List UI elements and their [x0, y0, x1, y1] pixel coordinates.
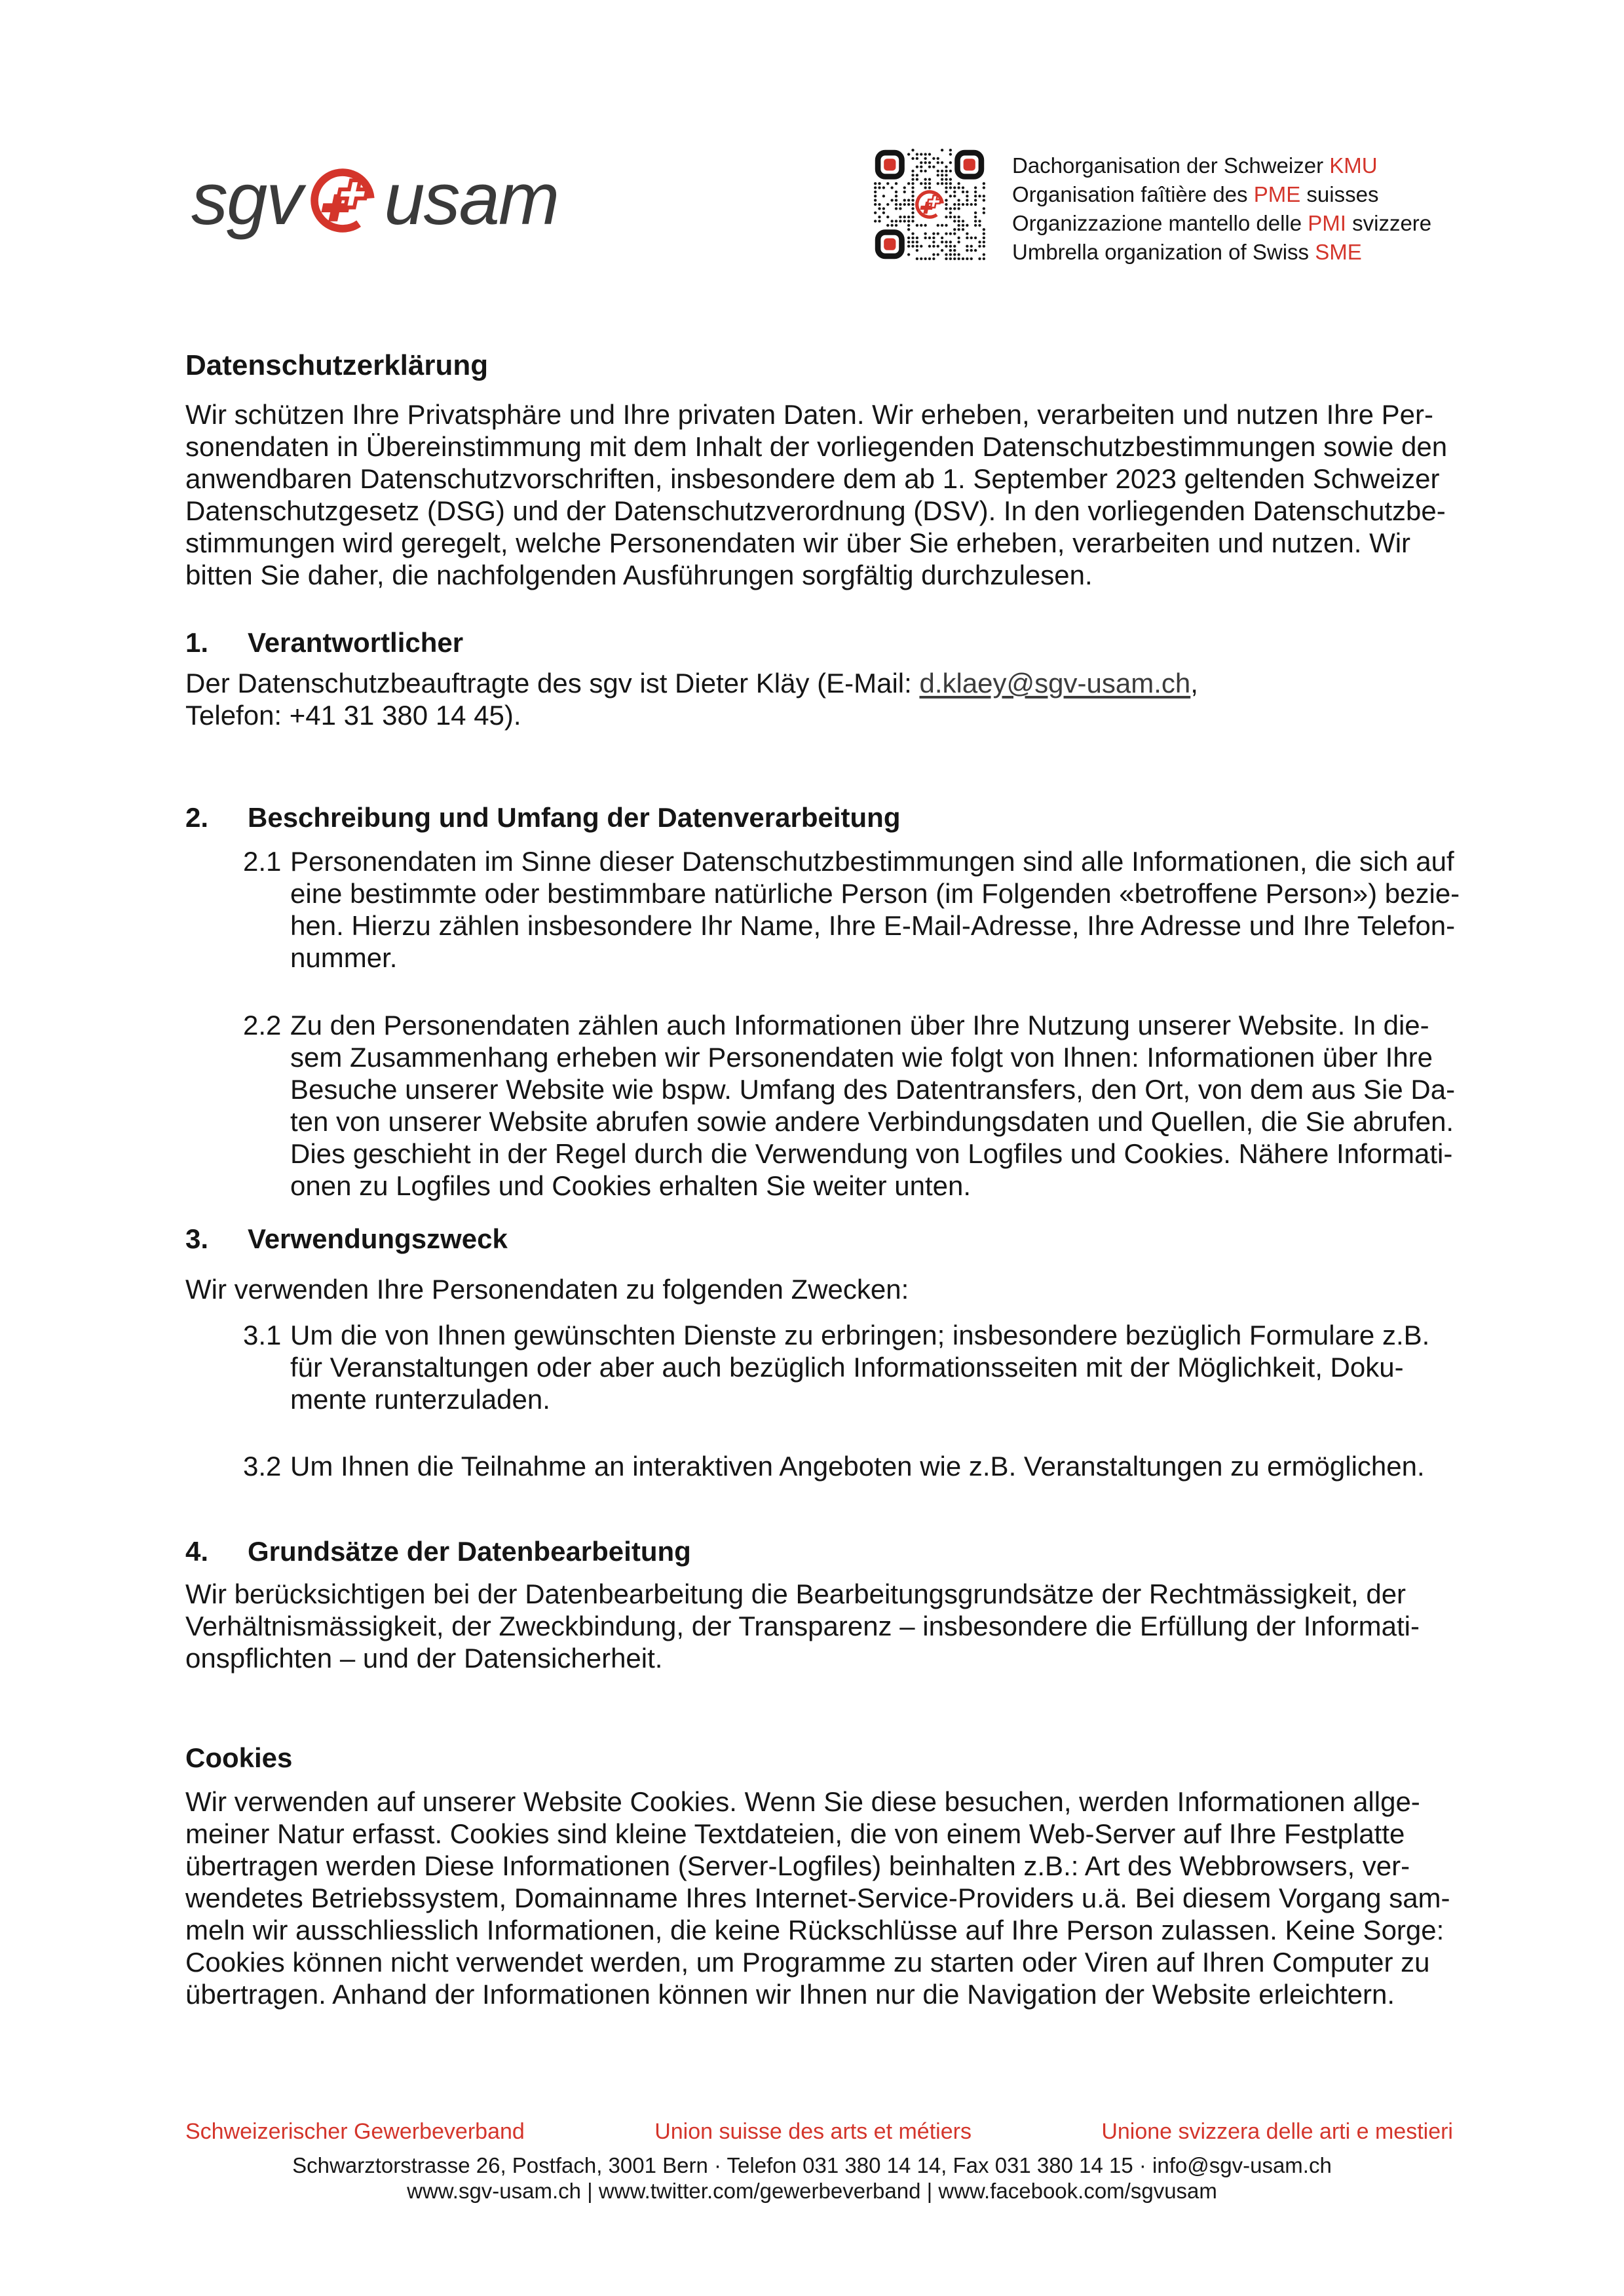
section-2-2-item: [185, 1009, 1469, 1202]
item-3-2-text: Um Ihnen die Teilnahme an interaktiven Angeboten wie z.B. Veranstaltungen zu ermöglichen.: [290, 1451, 1425, 1482]
section-1-heading: [185, 626, 1469, 659]
sgv-usam-logo: [191, 158, 559, 240]
item-3-2-number: 3.2: [243, 1451, 282, 1482]
footer-org-names: [185, 2118, 1453, 2145]
section-1-heading-text: Verantwortlicher: [248, 627, 464, 658]
section-4-heading-text: Grundsätze der Datenbearbeitung: [248, 1536, 691, 1567]
item-2-1-text: Personendaten im Sinne dieser Datenschutzbestimmungen sind alle Informationen, die sich auf eine bestimmte oder bestimmbare natürliche Person (im Folgenden «betroffene Person») bezie- hen. Hierzu zählen insbesondere Ihr Name, Ihre E-Mail-Adresse, Ihre Adresse und Ihre Telefon- nummer.: [290, 846, 1460, 973]
cookies-heading: Cookies: [185, 1742, 293, 1773]
section-3-heading: [185, 1223, 1469, 1255]
section-3-heading-text: Verwendungszweck: [248, 1223, 508, 1254]
section-2-1-item: [185, 845, 1469, 974]
section-2-heading-text: Beschreibung und Umfang der Datenverarbeitung: [248, 802, 901, 833]
section-1-body: Der Datenschutzbeauftragte des sgv ist Dieter Kläy (E-Mail: d.klaey@sgv-usam.ch, Telefon: +41 31 380 14 45).: [185, 668, 1198, 731]
section-1-number: 1.: [185, 627, 209, 658]
footer-address-line: Schwarztorstrasse 26, Postfach, 3001 Bern · Telefon 031 380 14 14, Fax 031 380 14 15 · info@sgv-usam.ch: [292, 2153, 1332, 2177]
org-line-de: Dachorganisation der Schweizer KMU: [1012, 153, 1378, 178]
org-description-lines: [1012, 151, 1431, 267]
section-4-number: 4.: [185, 1536, 209, 1567]
footer-org-de: Schweizerischer Gewerbeverband: [185, 2119, 525, 2144]
qr-finder-top-left: [878, 153, 901, 176]
section-2-heading: [185, 801, 1469, 833]
section-3-lead: Wir verwenden Ihre Personendaten zu folgenden Zwecken:: [185, 1274, 909, 1305]
accent-kmu: KMU: [1329, 153, 1378, 178]
logo-text-usam: usam: [384, 158, 559, 240]
item-2-1-number: 2.1: [243, 846, 282, 877]
item-2-2-text: Zu den Personendaten zählen auch Informationen über Ihre Nutzung unserer Website. In die- sem Zusammenhang erheben wir Personendaten wie folgt von Ihnen: Informationen über Ihre Besuche unserer Website wie bspw. Umfang des Datentransfers, den Ort, von dem aus Sie Da- ten von unserer Website abrufen sowie andere Verbindungsdaten und Quellen, die Sie abrufen. Dies geschieht in der Regel durch die Verwendung von Logfiles und Cookies. Nähere Informati- onen zu Logfiles und Cookies erhalten Sie weiter unten.: [290, 1010, 1456, 1201]
accent-sme: SME: [1315, 240, 1362, 264]
accent-pmi: PMI: [1308, 211, 1346, 235]
org-line-en: Umbrella organization of Swiss SME: [1012, 240, 1362, 264]
qr-finder-bottom-left: [878, 232, 901, 256]
accent-pme: PME: [1253, 182, 1301, 206]
qr-center-emblem-icon: [912, 187, 947, 222]
org-line-it: Organizzazione mantello delle PMI svizzere: [1012, 211, 1432, 235]
qr-code: [873, 148, 986, 261]
cookies-body: Wir verwenden auf unserer Website Cookies. Wenn Sie diese besuchen, werden Informationen allge- meiner Natur erfasst. Cookies sind kleine Textdateien, die von einem Web-Server auf Ihre Festplatte übertragen werden Diese Informationen (Server-Logfiles) beinhalten z.B.: Art des Webbrowsers, ver- wendetes Betriebssystem, Domainname Ihres Internet-Service-Providers u.ä. Bei diesem Vorgang sam- meln wir ausschliesslich Informationen, die keine Rückschlüsse auf Ihre Person zulassen. Keine Sorge: Cookies können nicht verwendet werden, um Programme zu starten oder Viren auf Ihren Computer zu übertragen. Anhand der Informationen können wir Ihnen nur die Navigation der Website erleichtern.: [185, 1786, 1450, 2010]
section-4-body: Wir berücksichtigen bei der Datenbearbeitung die Bearbeitungsgrundsätze der Rechtmässigkeit, der Verhältnismässigkeit, der Zweckbindung, der Transparenz – insbesondere die Erfüllung der Informati- onspflichten – und der Datensicherheit.: [185, 1578, 1420, 1674]
footer-org-fr: Union suisse des arts et métiers: [654, 2119, 972, 2144]
section-2-number: 2.: [185, 802, 209, 833]
org-line-fr: Organisation faîtière des PME suisses: [1012, 182, 1379, 206]
sgv-swiss-cross-emblem-icon: [308, 166, 377, 235]
footer-web-line: www.sgv-usam.ch | www.twitter.com/gewerbeverband | www.facebook.com/sgvusam: [407, 2179, 1217, 2203]
section-3-1-item: [185, 1319, 1469, 1415]
page-title: Datenschutzerklärung: [185, 349, 489, 381]
qr-finder-top-right: [957, 153, 981, 176]
logo-text-sgv: sgv: [191, 158, 302, 240]
footer-org-it: Unione svizzera delle arti e mestieri: [1101, 2119, 1453, 2144]
section-3-2-item: [185, 1450, 1469, 1482]
item-3-1-number: 3.1: [243, 1320, 282, 1350]
item-3-1-text: Um die von Ihnen gewünschten Dienste zu erbringen; insbesondere bezüglich Formulare z.B. für Veranstaltungen oder aber auch bezüglich Informationsseiten mit der Möglichkeit, Doku- mente runterzuladen.: [290, 1320, 1430, 1415]
section-4-heading: [185, 1535, 1469, 1567]
email-link[interactable]: d.klaey@sgv-usam.ch: [919, 668, 1191, 698]
intro-paragraph: Wir schützen Ihre Privatsphäre und Ihre privaten Daten. Wir erheben, verarbeiten und nutzen Ihre Per- sonendaten in Übereinstimmung mit dem Inhalt der vorliegenden Datenschutzbestimmungen sowie den anwendbaren Datenschutzvorschriften, insbesondere dem ab 1. September 2023 geltenden Schweizer Datenschutzgesetz (DSG) und der Datenschutzverordnung (DSV). In den vorliegenden Datenschutzbe- stimmungen wird geregelt, welche Personendaten wir über Sie erheben, verarbeiten und nutzen. Wir bitten Sie daher, die nachfolgenden Ausführungen sorgfältig durchzulesen.: [185, 399, 1448, 590]
section-3-number: 3.: [185, 1223, 209, 1254]
item-2-2-number: 2.2: [243, 1010, 282, 1041]
phone-line: Telefon: +41 31 380 14 45).: [185, 700, 521, 731]
